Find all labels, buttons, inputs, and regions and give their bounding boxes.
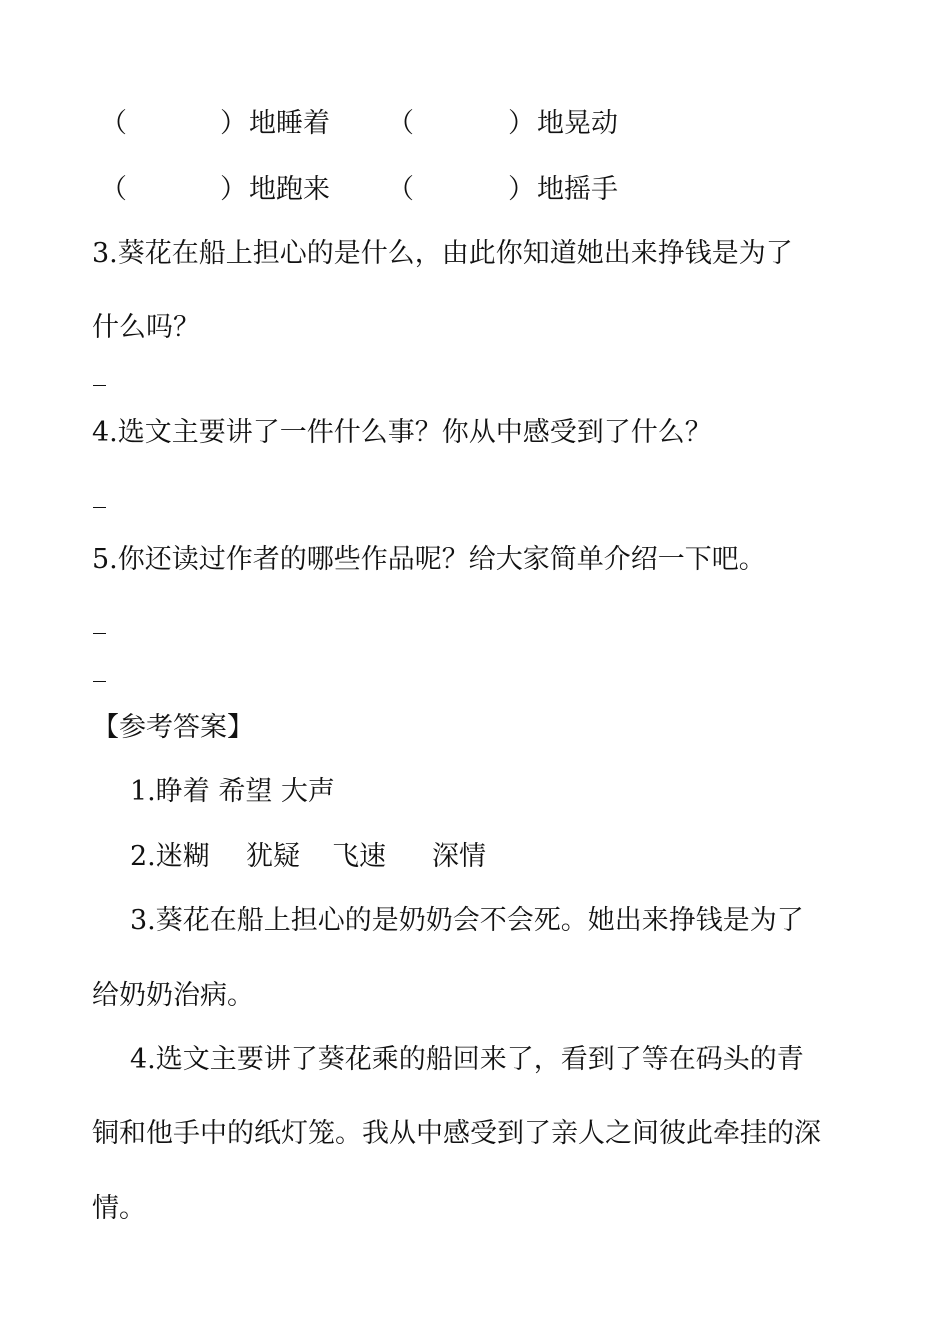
answer-2-item-2: 犹疑 bbox=[246, 841, 300, 872]
answer-3-line-1: 3.葵花在船上担心的是奶奶会不会死。她出来挣钱是为了 bbox=[130, 905, 804, 936]
answer-3-line-2: 给奶奶治病。 bbox=[92, 980, 254, 1011]
answer-blank-line bbox=[93, 681, 106, 682]
answer-2-item-1: 2.迷糊 bbox=[130, 841, 210, 872]
blank-word-4: 地摇手 bbox=[537, 174, 618, 205]
answer-4-line-2: 铜和他手中的纸灯笼。我从中感受到了亲人之间彼此牵挂的深 bbox=[92, 1118, 821, 1149]
blank-left-paren-2: （ bbox=[387, 108, 414, 139]
blank-right-paren-2: ） bbox=[508, 108, 535, 139]
answer-blank-line bbox=[93, 633, 106, 634]
blank-word-1: 地睡着 bbox=[249, 108, 330, 139]
question-3-line-1: 3.葵花在船上担心的是什么，由此你知道她出来挣钱是为了 bbox=[92, 238, 793, 269]
blank-right-paren-3: ） bbox=[220, 174, 247, 205]
blank-left-paren-1: （ bbox=[100, 108, 127, 139]
blank-left-paren-3: （ bbox=[100, 174, 127, 205]
answer-4-line-3: 情。 bbox=[92, 1193, 146, 1224]
answers-heading: 【参考答案】 bbox=[92, 712, 254, 743]
answer-4-line-1: 4.选文主要讲了葵花乘的船回来了，看到了等在码头的青 bbox=[130, 1044, 804, 1075]
blank-left-paren-4: （ bbox=[387, 174, 414, 205]
question-4: 4.选文主要讲了一件什么事？你从中感受到了什么？ bbox=[92, 417, 712, 448]
question-5: 5.你还读过作者的哪些作品呢？给大家简单介绍一下吧。 bbox=[92, 544, 766, 575]
answer-2-item-3: 飞速 bbox=[332, 841, 386, 872]
answer-blank-line bbox=[93, 507, 106, 508]
answer-2-item-4: 深情 bbox=[432, 841, 486, 872]
blank-word-2: 地晃动 bbox=[537, 108, 618, 139]
blank-word-3: 地跑来 bbox=[249, 174, 330, 205]
blank-right-paren-4: ） bbox=[508, 174, 535, 205]
answer-blank-line bbox=[93, 385, 106, 386]
question-3-line-2: 什么吗？ bbox=[92, 312, 200, 343]
blank-right-paren-1: ） bbox=[220, 108, 247, 139]
answer-1: 1.睁着 希望 大声 bbox=[130, 776, 335, 807]
